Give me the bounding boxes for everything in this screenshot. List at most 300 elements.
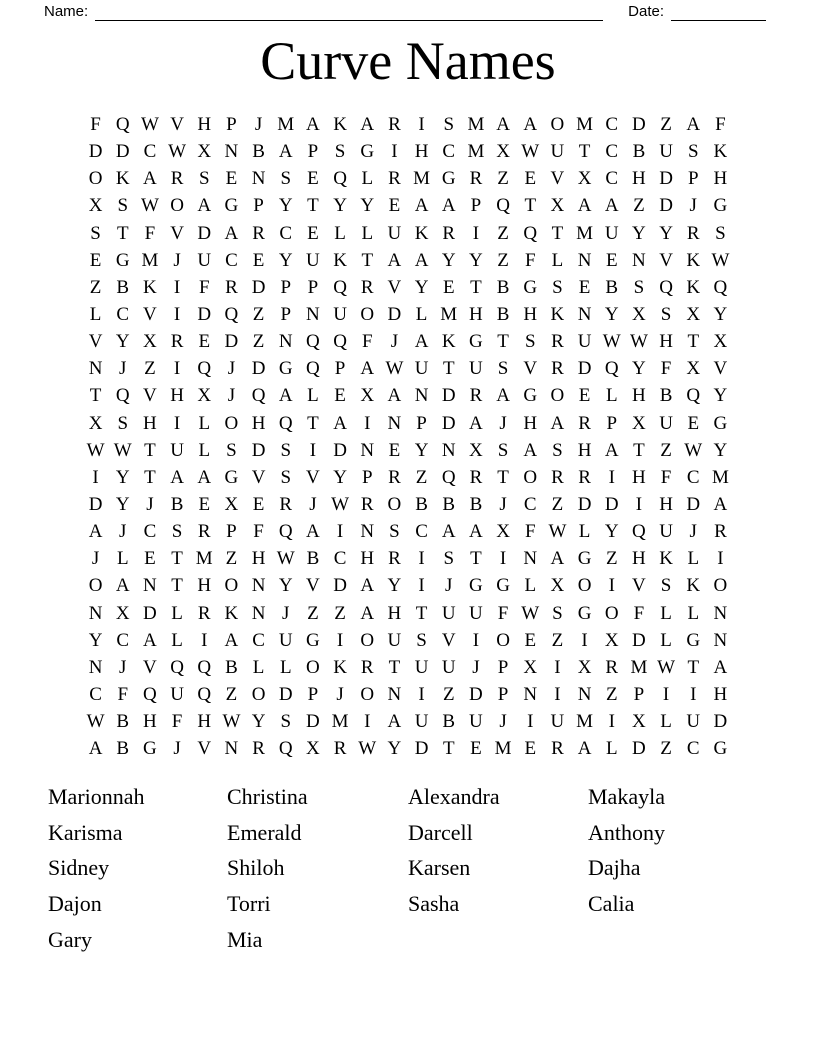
grid-letter: X xyxy=(577,656,592,678)
grid-letter: S xyxy=(497,439,509,461)
grid-letter: V xyxy=(306,575,320,597)
grid-letter: M xyxy=(630,656,648,678)
grid-letter: J xyxy=(119,521,127,543)
grid-letter: X xyxy=(713,331,728,353)
grid-letter: L xyxy=(361,168,374,190)
grid-letter: B xyxy=(632,141,646,163)
grid-letter: I xyxy=(690,683,697,705)
grid-letter: H xyxy=(659,493,673,515)
grid-letter: L xyxy=(198,412,211,434)
grid-letter: B xyxy=(496,303,510,325)
grid-letter: H xyxy=(143,412,157,434)
grid-letter: H xyxy=(197,711,212,733)
grid-letter: V xyxy=(713,358,728,380)
grid-letter: U xyxy=(197,249,212,271)
grid-letter: S xyxy=(280,439,292,461)
grid-letter: C xyxy=(116,303,130,325)
grid-letter: S xyxy=(715,222,726,244)
grid-letter: T xyxy=(497,331,509,353)
grid-letter: E xyxy=(252,249,265,271)
grid-letter: B xyxy=(252,141,265,163)
grid-letter: D xyxy=(632,629,646,651)
grid-letter: A xyxy=(713,493,728,515)
grid-letter: B xyxy=(116,738,130,760)
grid-letter: F xyxy=(497,602,509,624)
grid-letter: H xyxy=(251,548,266,570)
grid-letter: O xyxy=(88,168,103,190)
grid-letter: S xyxy=(117,195,129,217)
grid-letter: Y xyxy=(115,466,130,488)
grid-letter: I xyxy=(527,711,534,733)
word-list-item: Torri xyxy=(227,891,271,917)
grid-letter: D xyxy=(224,331,239,353)
grid-letter: I xyxy=(608,466,615,488)
grid-letter: A xyxy=(496,385,510,407)
grid-letter: T xyxy=(633,439,645,461)
grid-letter: I xyxy=(173,358,181,380)
grid-letter: A xyxy=(550,412,565,434)
grid-letter: Y xyxy=(414,276,429,298)
grid-letter: R xyxy=(686,222,700,244)
grid-letter: T xyxy=(687,331,700,353)
grid-letter: Q xyxy=(713,276,728,298)
grid-letter: S xyxy=(633,276,645,298)
name-blank-line xyxy=(95,5,603,21)
grid-letter: K xyxy=(686,276,701,298)
grid-letter: O xyxy=(387,493,402,515)
grid-letter: R xyxy=(360,493,374,515)
grid-letter: Q xyxy=(278,412,293,434)
grid-letter: U xyxy=(441,602,456,624)
grid-letter: F xyxy=(253,521,264,543)
grid-letter: I xyxy=(391,141,398,163)
grid-letter: R xyxy=(469,168,483,190)
grid-letter: S xyxy=(660,575,672,597)
grid-letter: D xyxy=(414,738,429,760)
grid-letter: J xyxy=(445,575,453,597)
grid-letter: T xyxy=(470,548,482,570)
grid-letter: X xyxy=(550,195,565,217)
grid-letter: X xyxy=(197,385,212,407)
grid-letter: D xyxy=(604,493,619,515)
grid-letter: G xyxy=(469,575,483,597)
grid-letter: A xyxy=(306,521,320,543)
grid-letter: C xyxy=(279,222,293,244)
grid-letter: U xyxy=(441,656,456,678)
grid-letter: G xyxy=(143,738,157,760)
grid-letter: S xyxy=(198,168,210,190)
grid-letter: C xyxy=(143,521,157,543)
grid-letter: C xyxy=(442,141,456,163)
grid-letter: H xyxy=(523,303,538,325)
grid-letter: X xyxy=(686,358,701,380)
grid-letter: G xyxy=(713,412,728,434)
grid-letter: S xyxy=(171,521,183,543)
grid-letter: S xyxy=(334,141,346,163)
word-list-item: Karisma xyxy=(48,819,123,845)
grid-letter: F xyxy=(117,683,129,705)
grid-letter: C xyxy=(523,493,537,515)
grid-letter: W xyxy=(684,439,703,461)
grid-letter: A xyxy=(360,575,375,597)
grid-letter: G xyxy=(577,548,592,570)
grid-letter: Z xyxy=(497,222,509,244)
grid-letter: Q xyxy=(333,276,347,298)
grid-letter: I xyxy=(499,548,507,570)
grid-letter: J xyxy=(472,656,480,678)
grid-letter: U xyxy=(387,629,402,651)
grid-letter: S xyxy=(416,629,427,651)
grid-letter: R xyxy=(333,738,347,760)
grid-letter: W xyxy=(113,439,132,461)
grid-letter: O xyxy=(170,195,184,217)
word-list-column xyxy=(48,779,227,958)
grid-letter: W xyxy=(602,331,621,353)
grid-letter: E xyxy=(605,249,618,271)
grid-letter: A xyxy=(387,711,402,733)
grid-letter: Q xyxy=(278,521,293,543)
grid-letter: G xyxy=(577,602,592,624)
grid-letter: Y xyxy=(333,466,347,488)
grid-letter: J xyxy=(689,195,697,217)
grid-letter: E xyxy=(524,168,537,190)
grid-letter: N xyxy=(713,602,728,624)
grid-letter: E xyxy=(470,738,482,760)
grid-letter: T xyxy=(551,222,564,244)
grid-letter: D xyxy=(333,575,347,597)
grid-letter: B xyxy=(659,385,673,407)
grid-letter: Z xyxy=(252,331,265,353)
grid-letter: O xyxy=(360,303,375,325)
grid-letter: M xyxy=(141,249,159,271)
grid-letter: J xyxy=(227,385,236,407)
grid-letter: T xyxy=(687,656,700,678)
grid-letter: K xyxy=(333,656,347,678)
page-title: Curve Names xyxy=(260,31,556,91)
grid-letter: S xyxy=(524,331,536,353)
grid-letter: C xyxy=(686,738,700,760)
date-label: Date: xyxy=(628,3,664,20)
grid-letter: L xyxy=(687,602,700,624)
grid-letter: N xyxy=(523,683,538,705)
grid-letter: T xyxy=(442,358,455,380)
grid-letter: Y xyxy=(360,195,375,217)
grid-letter: Z xyxy=(605,683,618,705)
grid-letter: H xyxy=(523,412,538,434)
grid-letter: G xyxy=(441,168,456,190)
grid-letter: I xyxy=(418,575,425,597)
grid-letter: I xyxy=(173,412,181,434)
grid-letter: J xyxy=(254,114,263,135)
grid-letter: M xyxy=(576,222,594,244)
grid-letter: U xyxy=(306,249,320,271)
grid-letter: E xyxy=(687,412,700,434)
grid-letter: Y xyxy=(278,249,293,271)
grid-letter: W xyxy=(140,114,159,135)
grid-letter: S xyxy=(687,141,699,163)
grid-letter: Z xyxy=(633,195,645,217)
word-list-item: Dajon xyxy=(48,891,102,917)
grid-letter: Z xyxy=(551,629,564,651)
grid-letter: Y xyxy=(604,521,619,543)
grid-letter: D xyxy=(469,683,483,705)
grid-letter: Y xyxy=(604,303,619,325)
grid-letter: A xyxy=(143,629,157,651)
grid-letter: A xyxy=(170,466,184,488)
grid-letter: O xyxy=(251,683,266,705)
letter-grid xyxy=(82,111,734,762)
grid-letter: Z xyxy=(497,249,509,271)
grid-letter: H xyxy=(632,548,646,570)
grid-letter: H xyxy=(251,412,266,434)
grid-letter: D xyxy=(143,602,157,624)
grid-letter: X xyxy=(469,439,483,461)
grid-letter: J xyxy=(91,548,100,570)
grid-letter: S xyxy=(280,466,292,488)
grid-letter: T xyxy=(171,575,183,597)
grid-letter: D xyxy=(659,168,673,190)
grid-letter: A xyxy=(686,114,701,135)
grid-letter: I xyxy=(336,629,344,651)
grid-letter: I xyxy=(336,521,344,543)
grid-letter: A xyxy=(197,195,212,217)
grid-letter: E xyxy=(442,276,455,298)
grid-letter: M xyxy=(331,711,349,733)
grid-letter: G xyxy=(496,575,510,597)
grid-letter: R xyxy=(578,412,591,434)
grid-letter: V xyxy=(387,276,402,298)
grid-letter: X xyxy=(224,493,239,515)
grid-letter: A xyxy=(360,602,375,624)
grid-letter: T xyxy=(361,249,374,271)
word-list-item: Mia xyxy=(227,926,263,952)
grid-letter: O xyxy=(306,656,320,678)
grid-letter: R xyxy=(388,466,401,488)
grid-letter: N xyxy=(387,683,402,705)
grid-letter: Z xyxy=(660,738,672,760)
grid-letter: R xyxy=(170,331,184,353)
grid-letter: P xyxy=(497,683,509,705)
grid-letter: C xyxy=(225,249,238,271)
grid-letter: B xyxy=(170,493,184,515)
grid-letter: T xyxy=(307,412,319,434)
grid-letter: C xyxy=(252,629,265,651)
grid-letter: A xyxy=(577,738,592,760)
grid-letter: R xyxy=(551,331,564,353)
grid-letter: H xyxy=(659,331,673,353)
grid-letter: L xyxy=(605,738,618,760)
grid-letter: I xyxy=(309,439,317,461)
grid-letter: Z xyxy=(660,439,672,461)
grid-letter: M xyxy=(467,114,485,135)
grid-letter: E xyxy=(144,548,156,570)
grid-letter: A xyxy=(115,575,130,597)
grid-letter: F xyxy=(90,114,101,135)
grid-letter: Q xyxy=(659,276,673,298)
grid-letter: N xyxy=(577,303,592,325)
grid-letter: A xyxy=(333,412,347,434)
grid-letter: V xyxy=(441,629,456,651)
grid-letter: L xyxy=(551,249,564,271)
grid-letter: N xyxy=(251,575,266,597)
grid-letter: Y xyxy=(387,575,402,597)
grid-letter: G xyxy=(713,738,728,760)
grid-letter: X xyxy=(306,738,320,760)
grid-letter: A xyxy=(306,114,320,135)
word-list xyxy=(48,779,776,958)
grid-letter: L xyxy=(605,385,618,407)
grid-letter: J xyxy=(499,493,507,515)
grid-letter: U xyxy=(550,711,565,733)
grid-letter: Q xyxy=(686,385,701,407)
grid-letter: X xyxy=(577,168,592,190)
grid-letter: N xyxy=(224,141,239,163)
grid-letter: I xyxy=(201,629,208,651)
grid-letter: K xyxy=(224,602,239,624)
grid-letter: F xyxy=(660,358,672,380)
grid-letter: L xyxy=(660,711,672,733)
grid-letter: G xyxy=(115,249,130,271)
grid-letter: H xyxy=(632,385,646,407)
grid-letter: U xyxy=(604,222,619,244)
grid-letter: Z xyxy=(442,683,455,705)
grid-letter: P xyxy=(280,276,292,298)
grid-letter: R xyxy=(551,358,564,380)
grid-letter: F xyxy=(171,711,183,733)
grid-letter: I xyxy=(608,711,615,733)
grid-letter: V xyxy=(170,222,184,244)
grid-letter: M xyxy=(494,738,512,760)
grid-letter: I xyxy=(173,303,181,325)
grid-letter: E xyxy=(524,738,537,760)
grid-letter: P xyxy=(226,521,237,543)
grid-letter: Y xyxy=(278,575,293,597)
word-list-item: Makayla xyxy=(588,784,665,809)
grid-letter: T xyxy=(442,738,455,760)
grid-letter: O xyxy=(88,575,103,597)
grid-letter: D xyxy=(251,439,266,461)
grid-letter: I xyxy=(608,575,615,597)
grid-letter: Y xyxy=(278,195,293,217)
date-blank-line xyxy=(671,5,766,21)
grid-letter: Q xyxy=(333,168,347,190)
grid-letter: S xyxy=(280,711,292,733)
grid-letter: G xyxy=(686,629,701,651)
grid-letter: X xyxy=(632,303,646,325)
grid-letter: N xyxy=(143,575,157,597)
grid-letter: P xyxy=(334,358,346,380)
grid-letter: W xyxy=(222,711,241,733)
grid-letter: Q xyxy=(333,331,347,353)
grid-letter: X xyxy=(115,602,130,624)
grid-letter: J xyxy=(689,521,697,543)
grid-letter: X xyxy=(604,629,619,651)
grid-letter: B xyxy=(442,711,456,733)
grid-letter: T xyxy=(144,439,156,461)
grid-letter: R xyxy=(714,521,727,543)
grid-letter: L xyxy=(116,548,129,570)
grid-letter: L xyxy=(660,629,672,651)
word-list-item: Christina xyxy=(227,784,308,809)
grid-letter: N xyxy=(224,738,239,760)
grid-letter: P xyxy=(497,656,509,678)
grid-letter: L xyxy=(524,575,537,597)
grid-letter: R xyxy=(578,466,591,488)
grid-letter: Q xyxy=(251,385,266,407)
grid-letter: U xyxy=(686,711,701,733)
grid-letter: V xyxy=(143,656,157,678)
grid-letter: U xyxy=(659,412,673,434)
grid-letter: J xyxy=(119,358,127,380)
grid-letter: V xyxy=(170,114,184,135)
grid-letter: D xyxy=(197,222,212,244)
grid-letter: U xyxy=(659,141,673,163)
grid-letter: Z xyxy=(89,276,102,298)
grid-letter: I xyxy=(472,629,480,651)
grid-letter: P xyxy=(253,195,264,217)
grid-letter: I xyxy=(418,114,425,135)
grid-letter: S xyxy=(497,358,509,380)
grid-letter: E xyxy=(225,168,238,190)
grid-letter: G xyxy=(523,276,538,298)
grid-letter: X xyxy=(143,331,157,353)
grid-letter: N xyxy=(278,331,293,353)
grid-letter: A xyxy=(88,521,103,543)
grid-letter: K xyxy=(659,548,673,570)
grid-letter: S xyxy=(443,114,455,135)
word-list-column xyxy=(588,779,776,958)
grid-letter: X xyxy=(496,141,510,163)
grid-letter: O xyxy=(550,114,565,135)
grid-letter: A xyxy=(550,548,565,570)
grid-letter: R xyxy=(551,738,564,760)
grid-letter: C xyxy=(605,168,619,190)
grid-letter: H xyxy=(387,602,402,624)
grid-letter: C xyxy=(116,629,130,651)
grid-letter: D xyxy=(686,493,701,515)
grid-letter: Q xyxy=(115,385,130,407)
grid-letter: W xyxy=(86,439,105,461)
grid-letter: Z xyxy=(551,493,564,515)
grid-letter: T xyxy=(171,548,183,570)
word-list-item: Calia xyxy=(588,891,635,917)
grid-letter: N xyxy=(88,358,103,380)
grid-letter: A xyxy=(441,195,456,217)
grid-letter: U xyxy=(577,331,592,353)
grid-letter: O xyxy=(523,466,538,488)
grid-letter: Y xyxy=(659,222,673,244)
grid-letter: Y xyxy=(441,249,456,271)
grid-letter: P xyxy=(606,412,618,434)
grid-letter: H xyxy=(197,114,212,135)
grid-letter: P xyxy=(687,168,699,190)
grid-letter: Y xyxy=(251,711,266,733)
grid-letter: S xyxy=(389,521,400,543)
grid-letter: V xyxy=(523,358,538,380)
grid-letter: A xyxy=(713,656,728,678)
name-label: Name: xyxy=(44,3,89,20)
grid-letter: A xyxy=(414,249,429,271)
grid-letter: E xyxy=(252,493,265,515)
grid-letter: A xyxy=(224,222,239,244)
grid-letter: N xyxy=(523,548,538,570)
grid-letter: F xyxy=(633,602,645,624)
grid-letter: Z xyxy=(252,303,265,325)
grid-letter: W xyxy=(331,493,350,515)
grid-letter: U xyxy=(414,711,429,733)
grid-letter: K xyxy=(143,276,157,298)
grid-letter: O xyxy=(604,602,619,624)
